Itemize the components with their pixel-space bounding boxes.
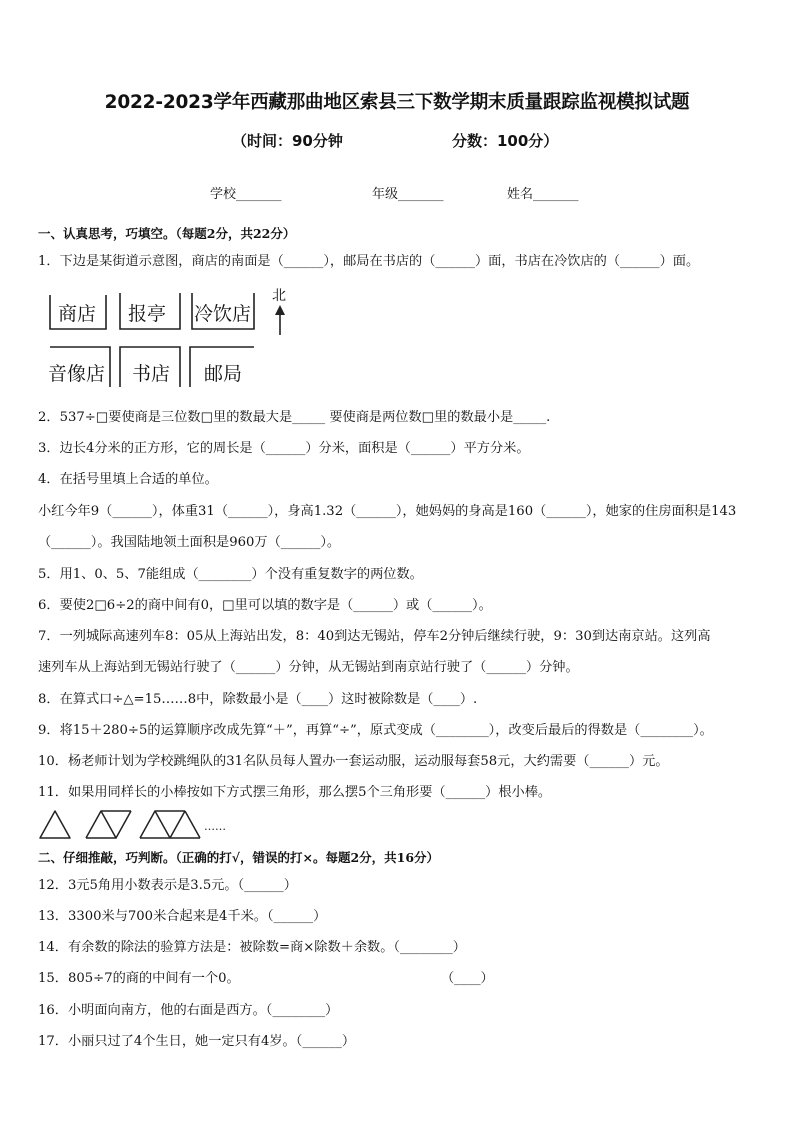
question-12: 12．3元5角用小数表示是3.5元。（______） (38, 878, 297, 893)
map-bookstore: 书店 (132, 363, 171, 385)
grade-field: 年级_______ (372, 187, 444, 202)
question-16: 16．小明面向南方，他的右面是西方。（________） (38, 1003, 339, 1018)
question-3: 3．边长4分米的正方形，它的周长是（______）分米，面积是（______）平方分米。 (38, 441, 530, 456)
question-8: 8．在算式口÷△=15……8中，除数最小是（____）这时被除数是（____）. (38, 692, 478, 707)
question-6: 6．要使2□6÷2的商中间有0，□里可以填的数字是（______）或（______）。 (38, 598, 492, 613)
map-shop: 商店 (58, 303, 97, 325)
question-2: 2．537÷□要使商是三位数□里的数最大是_____ 要使商是两位数□里的数最小是_____. (38, 410, 551, 425)
question-9: 9．将15＋280÷5的运算顺序改成先算“＋”，再算“÷”，原式变成（________），改变后最后的得数是（________）。 (38, 723, 713, 738)
question-13: 13．3300米与700米合起来是4千米。（______） (38, 909, 327, 924)
name-field: 姓名_______ (507, 187, 579, 202)
map-post-office: 邮局 (204, 363, 243, 385)
north-arrow (275, 305, 285, 335)
map-audio-video-shop: 音像店 (48, 363, 106, 385)
map-cold-drink-shop: 冷饮店 (194, 303, 252, 325)
question-17: 17．小丽只过了4个生日，她一定只有4岁。（______） (38, 1034, 356, 1049)
exam-time: （时间：90分钟 (232, 132, 343, 150)
street-map-diagram (42, 283, 314, 393)
section1-heading: 一、认真思考，巧填空。（每题2分，共22分） (38, 226, 296, 241)
question-14: 14．有余数的除法的验算方法是：被除数=商×除数＋余数。（________） (38, 940, 466, 955)
question-15: 15．805÷7的商的中间有一个0。 (38, 971, 240, 986)
triangle-sticks-figure (38, 808, 238, 840)
page-title: 2022-2023学年西藏那曲地区索县三下数学期末质量跟踪监视模拟试题 (104, 92, 690, 113)
map-newsstand: 报亭 (128, 303, 167, 325)
question-4-line-2: （______）。我国陆地领土面积是960万（______）。 (38, 535, 341, 550)
question-15-answer-blank: （____） (441, 971, 494, 986)
question-10: 10．杨老师计划为学校跳绳队的31名队员每人置办一套运动服，运动服每套58元，大约需要（______）元。 (38, 754, 669, 769)
section2-heading: 二、仔细推敲，巧判断。（正确的打√，错误的打×。每题2分，共16分） (38, 850, 440, 865)
question-4-line-1: 小红今年9（______），体重31（______），身高1.32（______），她妈妈的身高是160（______），她家的住房面积是143 (38, 504, 737, 519)
question-7-line-1: 7．一列城际高速列车8：05从上海站出发，8：40到达无锡站，停车2分钟后继续行驶，9：30到达南京站。这列高 (38, 629, 711, 644)
question-7-line-2: 速列车从上海站到无锡站行驶了（______）分钟，从无锡站到南京站行驶了（______）分钟。 (38, 660, 579, 675)
question-5: 5．用1、0、5、7能组成（________）个没有重复数字的两位数。 (38, 567, 423, 582)
north-label: 北 (272, 288, 286, 304)
ellipsis: …… (204, 820, 226, 833)
school-field: 学校_______ (210, 187, 282, 202)
question-11: 11．如果用同样长的小棒按如下方式摆三角形，那么摆5个三角形要（______）根小棒。 (38, 785, 552, 800)
question-1: 1．下边是某街道示意图，商店的南面是（______），邮局在书店的（______）面，书店在冷饮店的（______）面。 (38, 254, 700, 269)
exam-score: 分数：100分） (452, 132, 559, 150)
question-4: 4．在括号里填上合适的单位。 (38, 472, 218, 487)
